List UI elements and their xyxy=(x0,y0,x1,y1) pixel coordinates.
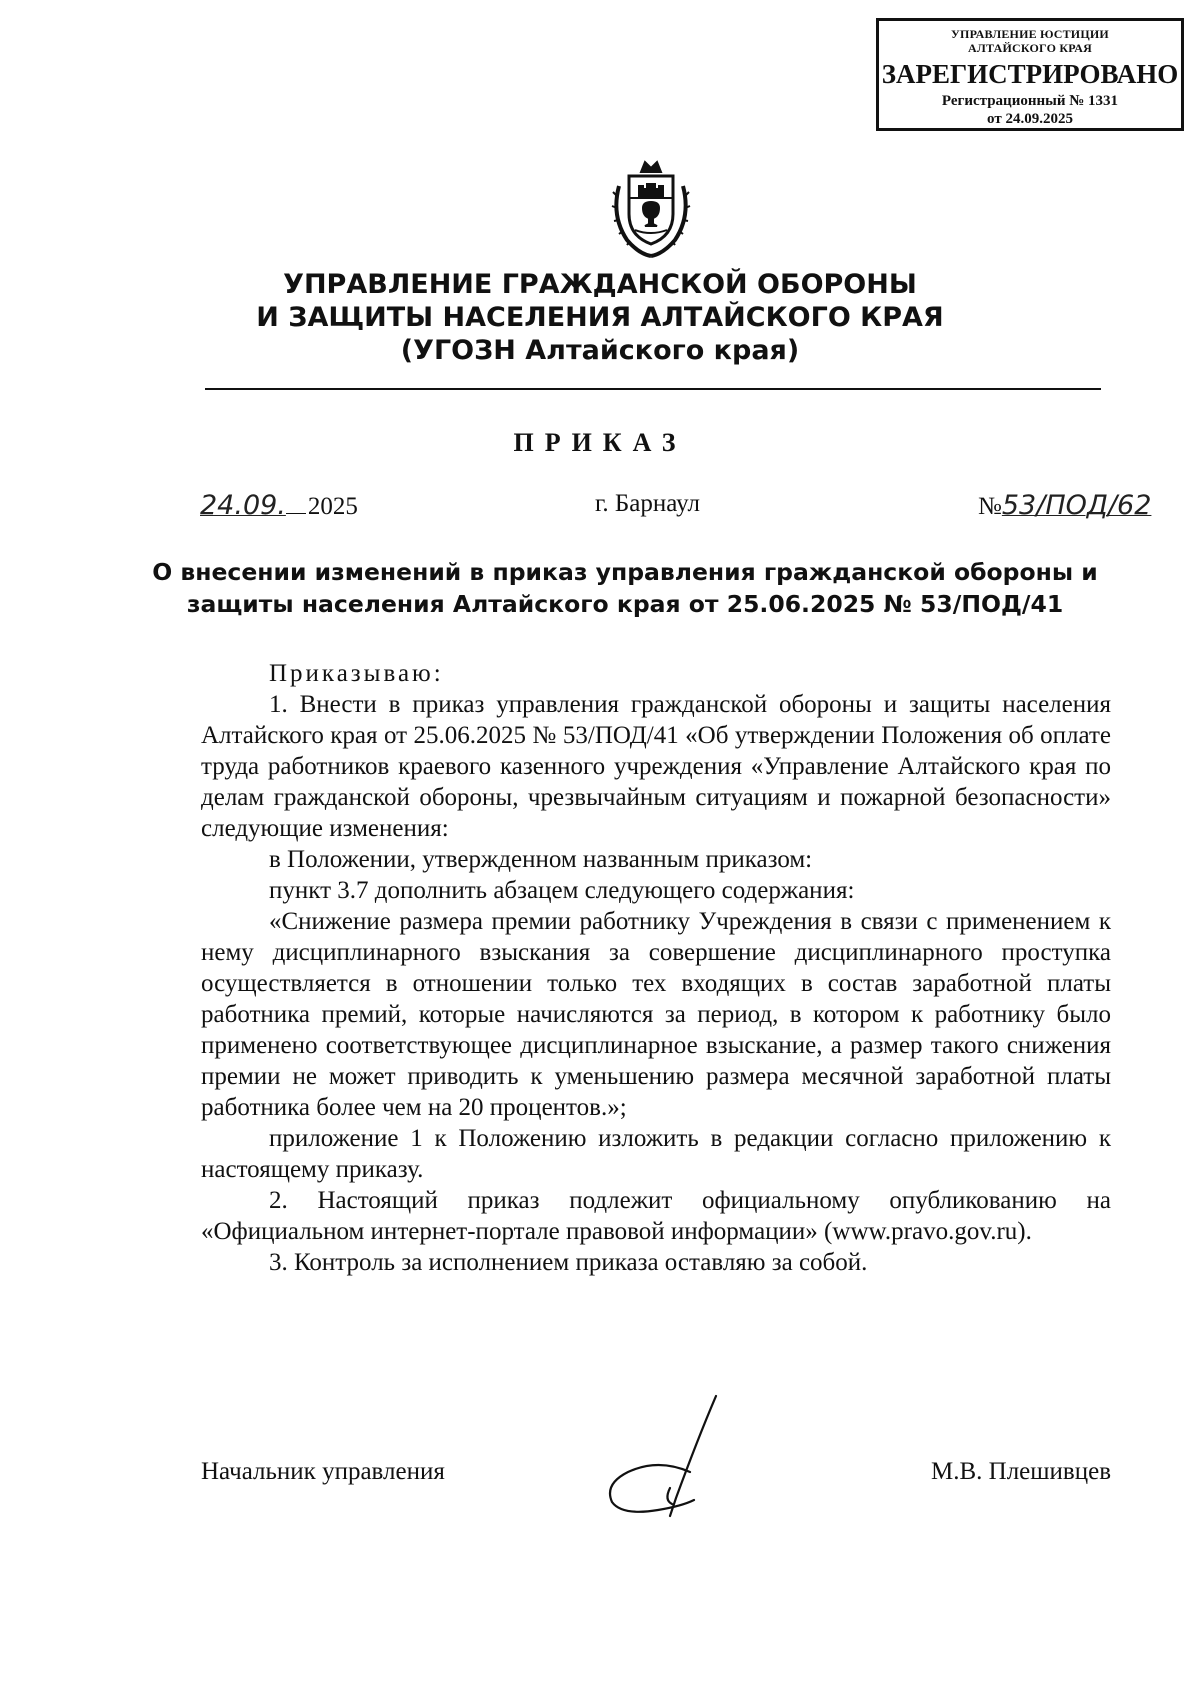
coat-of-arms-icon xyxy=(609,156,693,260)
registration-stamp xyxy=(876,18,1184,131)
subject-line1: О внесении изменений в приказ управления гражданской обороны и xyxy=(152,558,1098,586)
document-type: ПРИКАЗ xyxy=(513,428,687,457)
subject-line2: защиты населения Алтайского края от 25.06.2025 № 53/ПОД/41 xyxy=(186,590,1064,618)
organization-name-line1: УПРАВЛЕНИЕ ГРАЖДАНСКОЙ ОБОРОНЫ xyxy=(283,269,917,300)
stamp-org-line1: УПРАВЛЕНИЕ ЮСТИЦИИ xyxy=(951,27,1109,41)
stamp-reg-date: от 24.09.2025 xyxy=(987,111,1073,127)
number-sign: № xyxy=(978,493,1002,520)
body-paragraph-5: приложение 1 к Положению изложить в редакции согласно приложению к настоящему приказу. xyxy=(201,1125,1111,1183)
document-number xyxy=(978,490,1151,521)
organization-header xyxy=(0,268,1200,367)
document-city: г. Барнаул xyxy=(595,490,700,517)
stamp-reg-number: Регистрационный № 1331 xyxy=(941,93,1119,109)
date-underline xyxy=(286,513,306,514)
order-word: Приказываю: xyxy=(269,660,444,687)
document-meta-row xyxy=(200,490,1150,530)
document-date xyxy=(200,490,358,521)
stamp-org-line2: АЛТАЙСКОГО КРАЯ xyxy=(968,41,1092,55)
stamp-status: ЗАРЕГИСТРИРОВАНО xyxy=(881,59,1179,89)
handwritten-number: 53/ПОД/62 xyxy=(1001,490,1152,521)
body-paragraph-4: «Снижение размера премии работнику Учреждения в связи с применением к нему дисциплинарного взыскания за совершение дисциплинарного проступка осуществляется в отношении только тех входящих в состав заработной платы работника премий, которые начисляются за период, в котором к работнику было применено соответствующее дисциплинарное взыскание, а размер такого снижения премии не может приводить к уменьшению размера месячной заработной платы работника более чем на 20 процентов.»; xyxy=(201,908,1111,1121)
signatory-position: Начальник управления xyxy=(201,1458,445,1485)
organization-name-line2: И ЗАЩИТЫ НАСЕЛЕНИЯ АЛТАЙСКОГО КРАЯ xyxy=(256,302,944,333)
body-paragraph-1: 1. Внести в приказ управления гражданской обороны и защиты населения Алтайского края от 25.06.2025 № 53/ПОД/41 «Об утверждении Положения об оплате труда работников краевого казенного учреждения «Управление Алтайского края по делам гражданской обороны, чрезвычайным ситуациям и пожарной безопасности» следующие изменения: xyxy=(201,691,1111,842)
body-paragraph-3: пункт 3.7 дополнить абзацем следующего содержания: xyxy=(269,877,855,904)
document-body xyxy=(201,658,1111,1278)
document-year: 2025 xyxy=(307,493,358,520)
handwritten-signature-icon xyxy=(598,1388,728,1523)
body-paragraph-6: 2. Настоящий приказ подлежит официальному опубликованию на «Официальном интернет-портале правовой информации» (www.pravo.gov.ru). xyxy=(201,1187,1111,1245)
body-paragraph-7: 3. Контроль за исполнением приказа оставляю за собой. xyxy=(269,1249,868,1276)
signatory-name: М.В. Плешивцев xyxy=(931,1458,1111,1485)
signature-block xyxy=(201,1458,1111,1498)
document-subject xyxy=(150,556,1100,620)
body-paragraph-2: в Положении, утвержденном названным приказом: xyxy=(269,846,813,873)
organization-abbreviation: (УГОЗН Алтайского края) xyxy=(400,335,800,366)
header-divider xyxy=(205,388,1101,390)
handwritten-date: 24.09. xyxy=(200,490,286,521)
